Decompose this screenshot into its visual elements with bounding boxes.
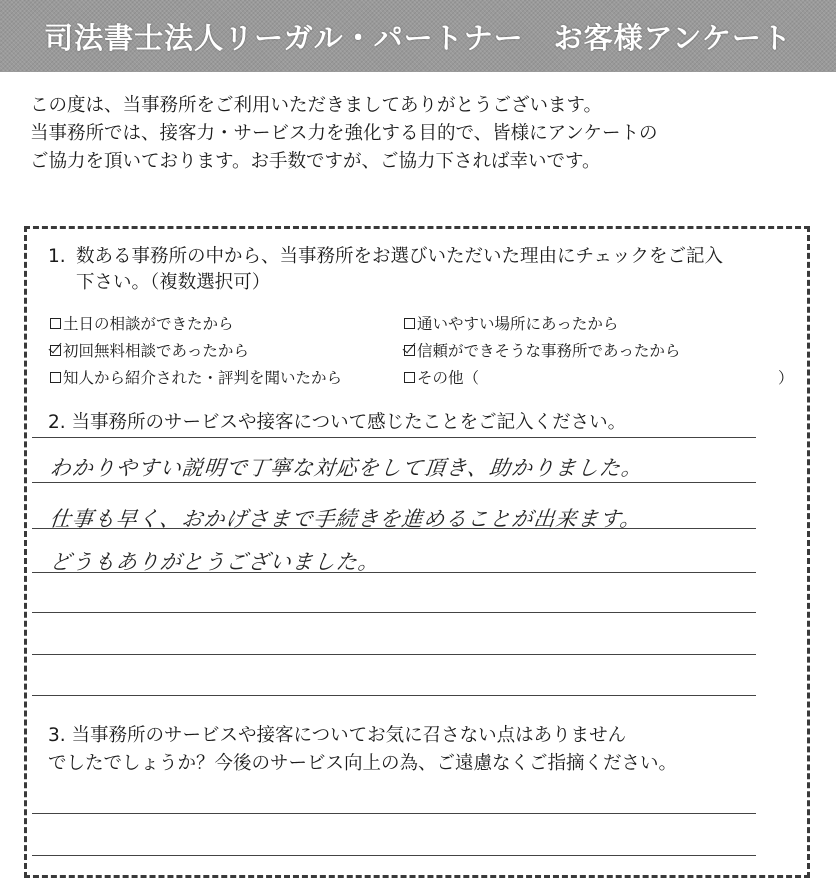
other-close-paren: ） — [778, 369, 794, 387]
option-label: 初回無料相談であったから — [63, 342, 249, 360]
answer-line[interactable] — [32, 695, 756, 696]
answer-line — [32, 482, 756, 483]
answer-line[interactable] — [32, 612, 756, 613]
answer-line[interactable] — [32, 813, 756, 814]
checkbox-icon[interactable] — [50, 372, 61, 383]
survey-title: 司法書士法人リーガル・パートナー お客様アンケート — [44, 20, 792, 55]
intro-line: この度は、当事務所をご利用いただきましてありがとうございます。 — [30, 95, 603, 116]
intro-line: 当事務所では、接客力・サービス力を強化する目的で、皆様にアンケートの — [30, 123, 658, 144]
option-label: 信頼ができそうな事務所であったから — [417, 342, 681, 360]
answer-line[interactable] — [32, 855, 756, 856]
option-weekend-consult[interactable] — [50, 312, 234, 334]
option-label: 通いやすい場所にあったから — [417, 315, 619, 333]
option-label: その他（ — [417, 369, 480, 387]
answer-line[interactable] — [32, 654, 756, 655]
option-label: 知人から紹介された・評判を聞いたから — [63, 369, 343, 387]
option-referral[interactable] — [50, 366, 342, 388]
checked-checkbox-icon[interactable] — [404, 345, 415, 356]
intro-text — [30, 92, 810, 176]
option-convenient-location[interactable] — [404, 312, 618, 334]
option-trustworthy-office[interactable] — [404, 339, 680, 361]
option-other[interactable] — [404, 366, 479, 388]
question-3 — [48, 722, 677, 778]
checkbox-icon[interactable] — [50, 318, 61, 329]
question-1-text: 数ある事務所の中から、当事務所をお選びいただいた理由にチェックをご記入 — [76, 246, 723, 267]
option-label: 土日の相談ができたから — [63, 315, 234, 333]
checkbox-icon[interactable] — [404, 372, 415, 383]
intro-line: ご協力を頂いております。お手数ですが、ご協力下されば幸いです。 — [30, 151, 601, 172]
question-3-line: 3. 当事務所のサービスや接客についてお気に召さない点はありません — [48, 725, 627, 746]
survey-header — [0, 0, 836, 72]
handwritten-answer: 仕事も早く、おかげさまで手続きを進めることが出来ます。 — [48, 507, 644, 531]
answer-line — [32, 437, 756, 438]
answer-line — [32, 528, 756, 529]
handwritten-answer: わかりやすい説明で丁寧な対応をして頂き、助かりました。 — [48, 456, 645, 480]
checked-checkbox-icon[interactable] — [50, 345, 61, 356]
question-1-number: 1. — [48, 246, 66, 267]
question-2: 2. 当事務所のサービスや接客について感じたことをご記入ください。 — [48, 412, 627, 433]
question-3-line: でしたでしょうか？今後のサービス向上の為、ご遠慮なくご指摘ください。 — [48, 753, 678, 774]
checkbox-icon[interactable] — [404, 318, 415, 329]
question-1-subtext: 下さい。（複数選択可） — [76, 272, 271, 293]
answer-line — [32, 572, 756, 573]
handwritten-answer: どうもありがとうございました。 — [48, 550, 382, 574]
option-free-consult[interactable] — [50, 339, 249, 361]
question-1 — [48, 244, 808, 296]
